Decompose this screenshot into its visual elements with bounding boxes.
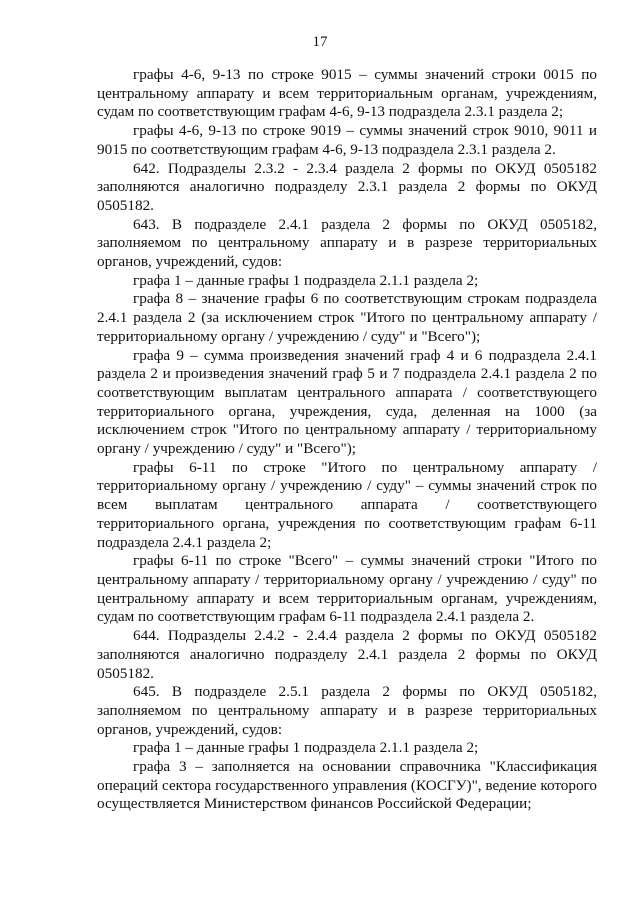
paragraph: графы 4-6, 9-13 по строке 9019 – суммы значений строк 9010, 9011 и 9015 по соответствующим графам 4-6, 9-13 подраздела 2.3.1 раздела 2. bbox=[97, 122, 597, 158]
paragraph: 642. Подразделы 2.3.2 - 2.3.4 раздела 2 формы по ОКУД 0505182 заполняются аналогично подразделу 2.3.1 раздела 2 формы по ОКУД 0505182. bbox=[97, 159, 597, 214]
paragraph: графа 9 – сумма произведения значений граф 4 и 6 подраздела 2.4.1 раздела 2 и произведения значений граф 5 и 7 подраздела 2.4.1 раздела 2 по соответствующим выплатам центрального аппарата / соответствующего территориального органа, учреждения, суда, деленная на 1000 (за исключением строк "Итого по центральному аппарату / территориальному органу / учреждению / суду" и "Всего"); bbox=[97, 346, 597, 458]
paragraph: графа 3 – заполняется на основании справочника "Классификация операций сектора государственного управления (КОСГУ)", ведение которого осуществляется Министерством финансов Российской Федерации; bbox=[97, 758, 597, 813]
paragraph: графы 6-11 по строке "Итого по центральному аппарату / территориальному органу / учреждению / суду" – суммы значений строк по всем выплатам центрального аппарата / соответствующего территориального органа, учреждения по соответствующим графам 6-11 подраздела 2.4.1 раздела 2; bbox=[97, 458, 597, 551]
paragraph: 644. Подразделы 2.4.2 - 2.4.4 раздела 2 формы по ОКУД 0505182 заполняются аналогично подразделу 2.4.1 раздела 2 формы по ОКУД 0505182. bbox=[97, 627, 597, 682]
paragraph: графа 8 – значение графы 6 по соответствующим строкам подраздела 2.4.1 раздела 2 (за исключением строк "Итого по центральному аппарату / территориальному органу / учреждению / суду" и "Всего"); bbox=[97, 290, 597, 345]
paragraph: 643. В подразделе 2.4.1 раздела 2 формы по ОКУД 0505182, заполняемом по центральному аппарату и в разрезе территориальных органов, учреждений, судов: bbox=[97, 215, 597, 271]
page-number: 17 bbox=[312, 34, 328, 50]
paragraph: 645. В подразделе 2.5.1 раздела 2 формы по ОКУД 0505182, заполняемом по центральному аппарату и в разрезе территориальных органов, учреждений, судов: bbox=[97, 683, 597, 738]
document-body bbox=[97, 66, 597, 814]
paragraph: графа 1 – данные графы 1 подраздела 2.1.1 раздела 2; bbox=[133, 271, 479, 289]
paragraph: графы 4-6, 9-13 по строке 9015 – суммы значений строки 0015 по центральному аппарату и всем территориальным органам, учреждениям, судам по соответствующим графам 4-6, 9-13 подраздела 2.3.1 раздела 2; bbox=[97, 66, 597, 121]
paragraph: графы 6-11 по строке "Всего" – суммы значений строки "Итого по центральному аппарату / территориальному органу / учреждению / суду" по центральному аппарату и всем территориальным органам, учреждениям, судам по соответствующим графам 6-11 подраздела 2.4.1 раздела 2. bbox=[97, 552, 597, 626]
paragraph: графа 1 – данные графы 1 подраздела 2.1.1 раздела 2; bbox=[133, 739, 479, 757]
